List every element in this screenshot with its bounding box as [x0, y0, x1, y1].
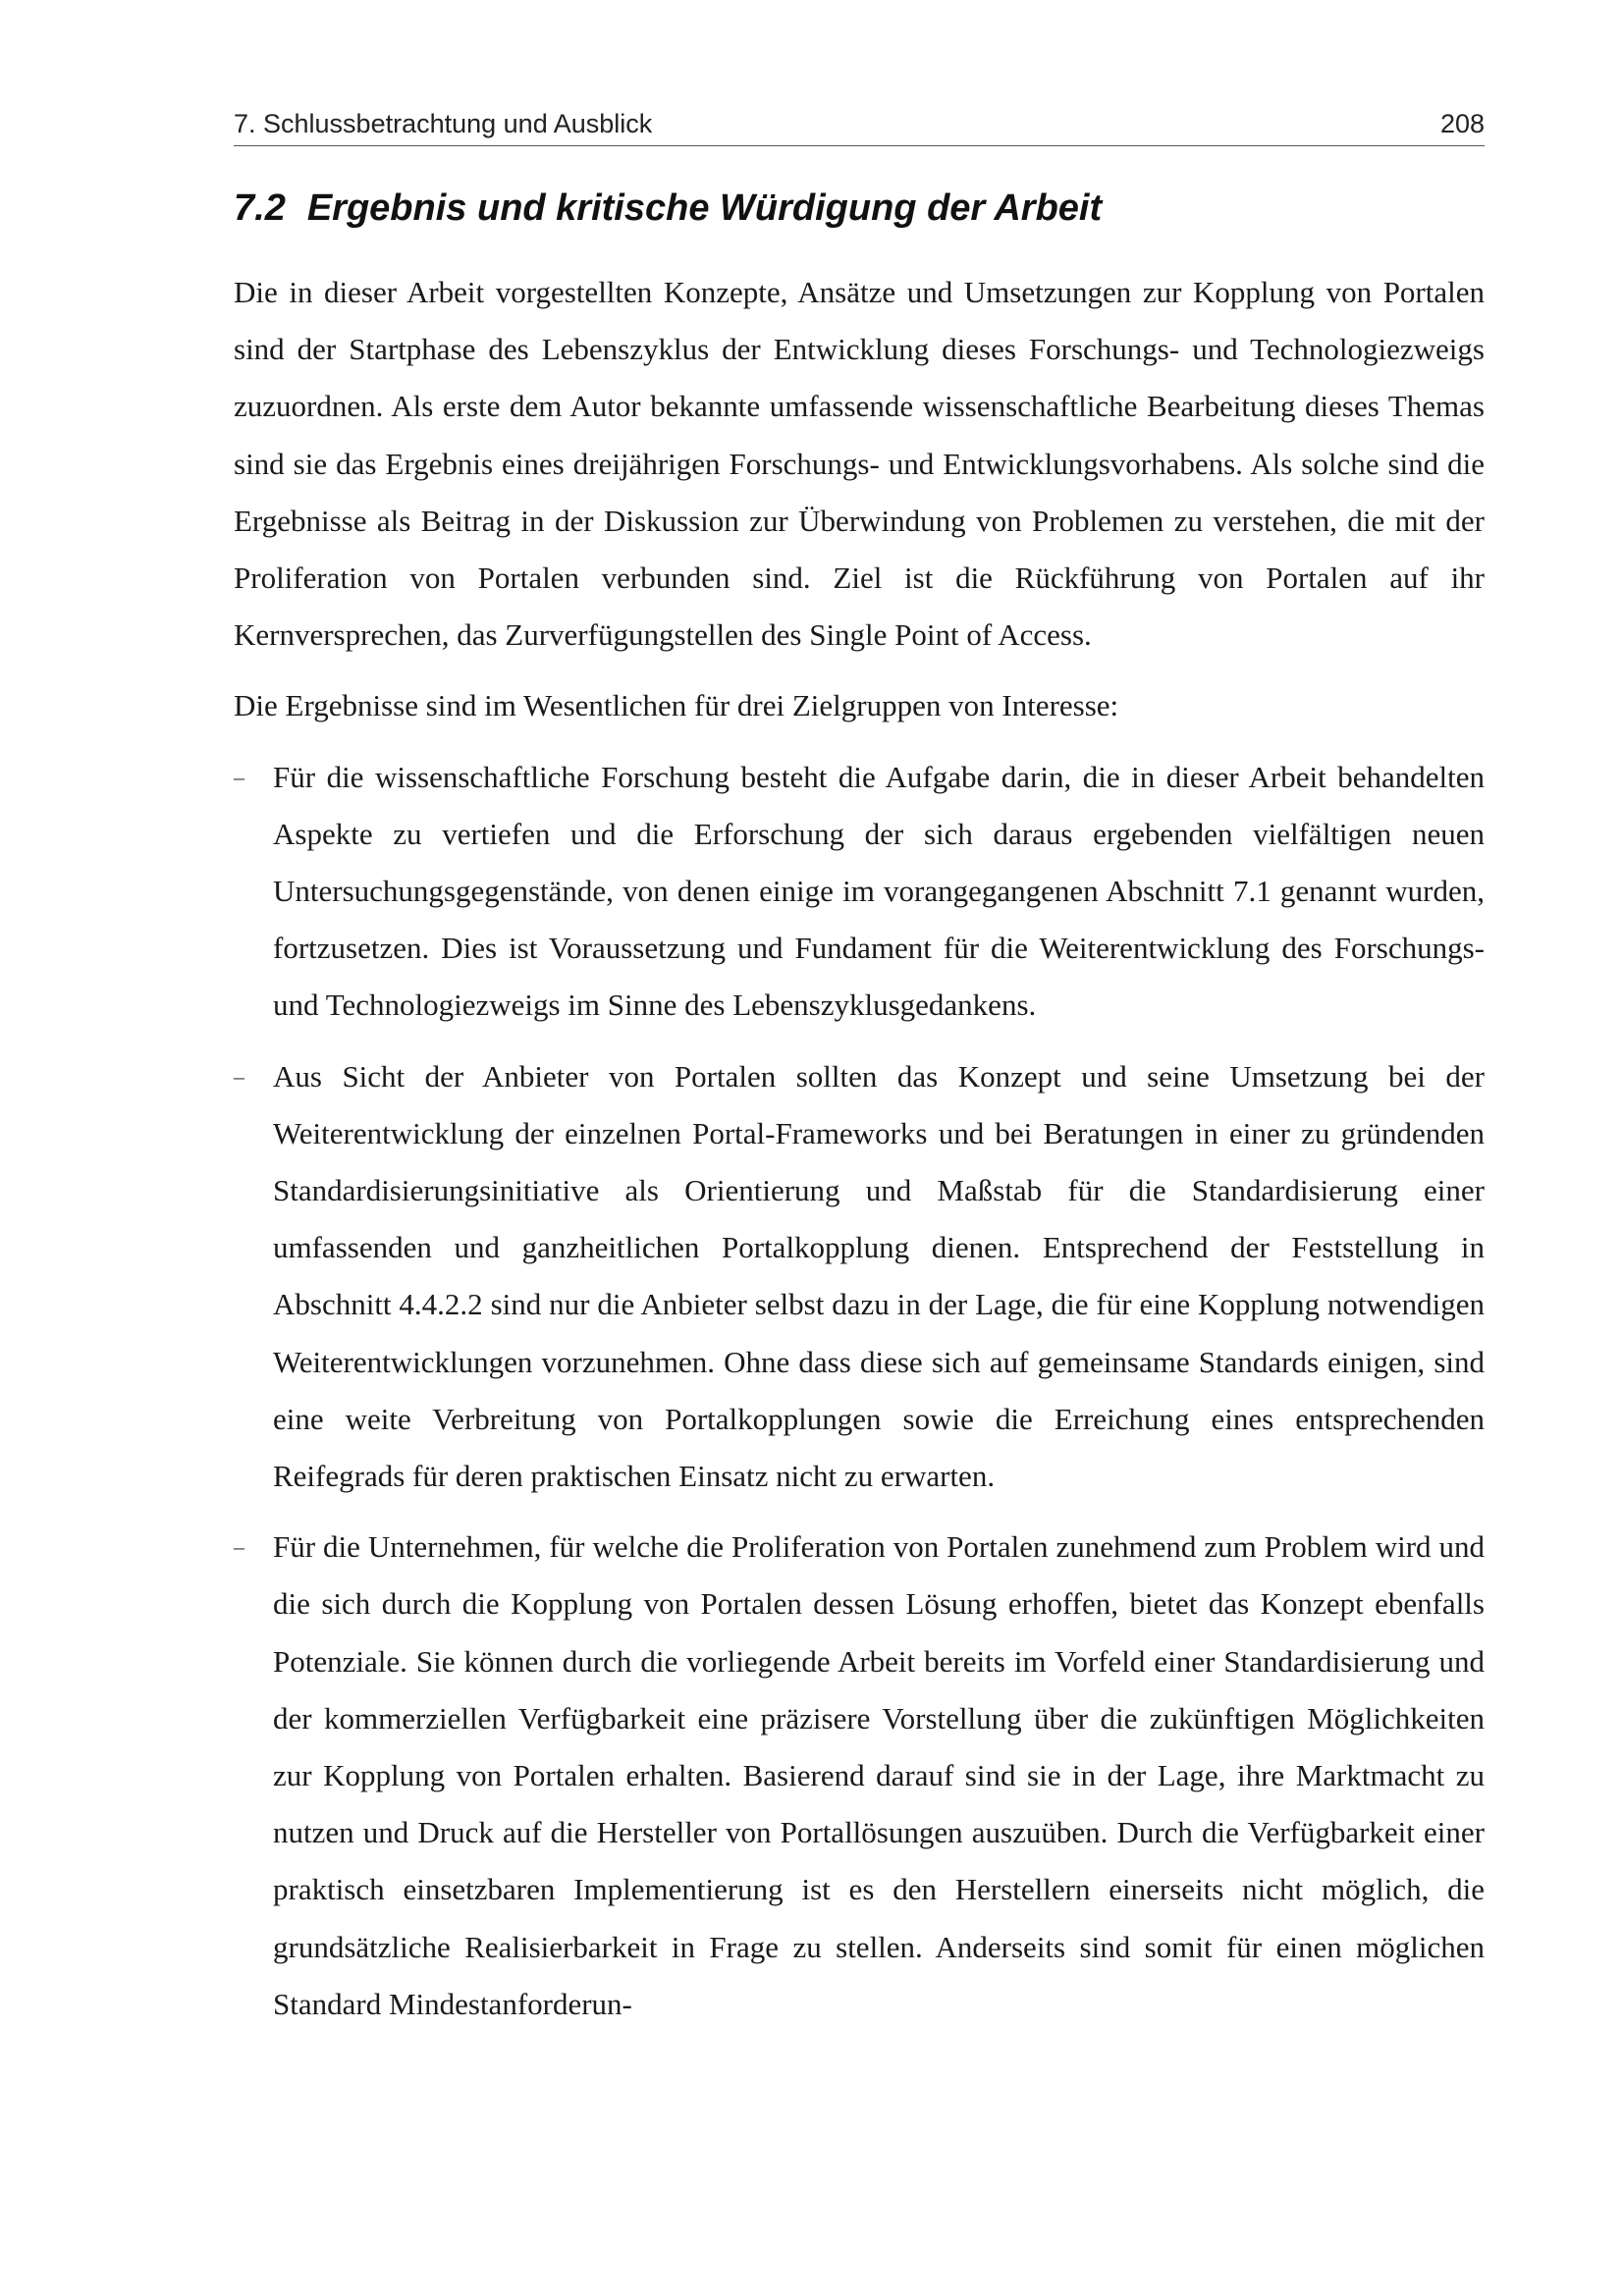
running-header [234, 108, 1485, 146]
intro-paragraph: Die in dieser Arbeit vorgestellten Konzepte, Ansätze und Umsetzungen zur Kopplung von Portalen sind der Startphase des Lebenszyklus der Entwicklung dieses Forschungs- und Technologiezweigs zuzuordnen. Als erste dem Autor bekannte umfassende wissenschaftliche Bearbeitung dieses Themas sind sie das Ergebnis eines dreijährigen Forschungs- und Entwicklungsvorhabens. Als solche sind die Ergebnisse als Beitrag in der Diskussion zur Überwindung von Problemen zu verstehen, die mit der Proliferation von Portalen verbunden sind. Ziel ist die Rückführung von Portalen auf ihr Kernversprechen, das Zurverfügungstellen des Single Point of Access. [234, 275, 1485, 653]
target-groups-paragraph: Die Ergebnisse sind im Wesentlichen für drei Zielgruppen von Interesse: [234, 688, 1119, 723]
list-item [234, 1519, 1485, 2033]
section-heading [234, 186, 1485, 231]
dash-bullet-icon: – [234, 1534, 244, 1560]
section-number: 7.2 [234, 187, 286, 229]
list-item [234, 1048, 1485, 1506]
list-item-text: Für die wissenschaftliche Forschung besteht die Aufgabe darin, die in dieser Arbeit behandelten Aspekte zu vertiefen und die Erforschung der sich daraus ergebenden vielfältigen neuen Untersuchungsgegenstände, von denen einige im vorangegangenen Abschnitt 7.1 genannt wurden, fortzusetzen. Dies ist Voraussetzung und Fundament für die Weiterentwicklung des Forschungs- und Technologiezweigs im Sinne des Lebenszyklusgedankens. [273, 759, 1485, 1023]
list-item [234, 749, 1485, 1035]
list-item-text: Für die Unternehmen, für welche die Proliferation von Portalen zunehmend zum Problem wird und die sich durch die Kopplung von Portalen dessen Lösung erhoffen, bietet das Konzept ebenfalls Potenziale. Sie können durch die vorliegende Arbeit bereits im Vorfeld einer Standardisierung und der kommerziellen Verfügbarkeit eine präzisere Vorstellung über die zukünftigen Möglichkeiten zur Kopplung von Portalen erhalten. Basierend darauf sind sie in der Lage, ihre Marktmacht zu nutzen und Druck auf die Hersteller von Portallösungen auszuüben. Durch die Verfügbarkeit einer praktisch einsetzbaren Implementierung ist es den Herstellern einerseits nicht möglich, die grundsätzliche Realisierbarkeit in Frage zu stellen. Anderseits sind somit für einen möglichen Standard Mindestanforderun- [273, 1529, 1485, 2021]
page-number: 208 [1439, 109, 1485, 138]
list-item-text: Aus Sicht der Anbieter von Portalen sollten das Konzept und seine Umsetzung bei der Weiterentwicklung der einzelnen Portal-Frameworks und bei Beratungen in einer zu gründenden Standardisierungsinitiative als Orientierung und Maßstab für die Standardisierung einer umfassenden und ganzheitlichen Portalkopplung dienen. Entsprechend der Feststellung in Abschnitt 4.4.2.2 sind nur die Anbieter selbst dazu in der Lage, die für eine Kopplung notwendigen Weiterentwicklungen vorzunehmen. Ohne dass diese sich auf gemeinsame Standards einigen, sind eine weite Verbreitung von Portalkopplungen sowie die Erreichung eines entsprechenden Reifegrads für deren praktischen Einsatz nicht zu erwarten. [273, 1058, 1485, 1494]
target-groups-list [234, 749, 1485, 2033]
dash-bullet-icon: – [234, 764, 244, 789]
chapter-title: 7. Schlussbetrachtung und Ausblick [234, 109, 653, 138]
dash-bullet-icon: – [234, 1063, 244, 1089]
document-page [234, 108, 1485, 2047]
section-title-text: Ergebnis und kritische Würdigung der Arbeit [306, 187, 1103, 229]
